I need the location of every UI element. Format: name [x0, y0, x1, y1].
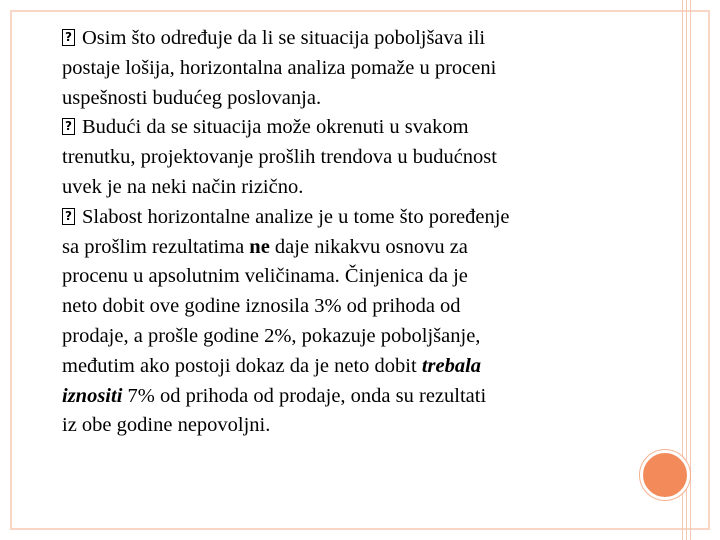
text-line: prodaje, a prošle godine 2%, pokazuje poboljšanje,	[62, 324, 481, 347]
decorative-line	[686, 0, 687, 540]
missing-glyph-bullet-icon	[62, 208, 75, 225]
text-line: iznositi 7% od prihoda od prodaje, onda su rezultati	[62, 384, 487, 407]
missing-glyph-bullet-icon	[62, 118, 75, 135]
missing-glyph-bullet-icon	[62, 29, 75, 46]
text-line: trenutku, projektovanje prošlih trendova u budućnost	[62, 146, 497, 169]
slide-body	[62, 24, 622, 441]
emphasis-text: trebala	[421, 354, 482, 377]
decorative-circle	[640, 450, 690, 500]
bullet-line: ?Budući da se situacija može okrenuti u svakom	[62, 113, 622, 143]
bullet-line: ?Slabost horizontalne analize je u tome što poređenje	[62, 203, 622, 233]
text-line: uspešnosti budućeg poslovanja.	[62, 86, 322, 109]
text-line: postaje lošija, horizontalna analiza pomaže u proceni	[62, 56, 497, 79]
text-line: uvek je na neki način rizično.	[62, 175, 304, 198]
emphasis-text: ne	[249, 235, 270, 258]
text-line: iz obe godine nepovoljni.	[62, 414, 271, 437]
bullet-line: ?Osim što određuje da li se situacija poboljšava ili	[62, 24, 622, 54]
text-line: procenu u apsolutnim veličinama. Činjenica da je	[62, 265, 468, 288]
text-line: sa prošlim rezultatima ne daje nikakvu osnovu za	[62, 235, 468, 258]
text-line: međutim ako postoji dokaz da je neto dobit trebala	[62, 354, 482, 377]
emphasis-text: iznositi	[62, 384, 123, 407]
text-line: neto dobit ove godine iznosila 3% od prihoda od	[62, 295, 461, 318]
decorative-line	[690, 0, 691, 540]
